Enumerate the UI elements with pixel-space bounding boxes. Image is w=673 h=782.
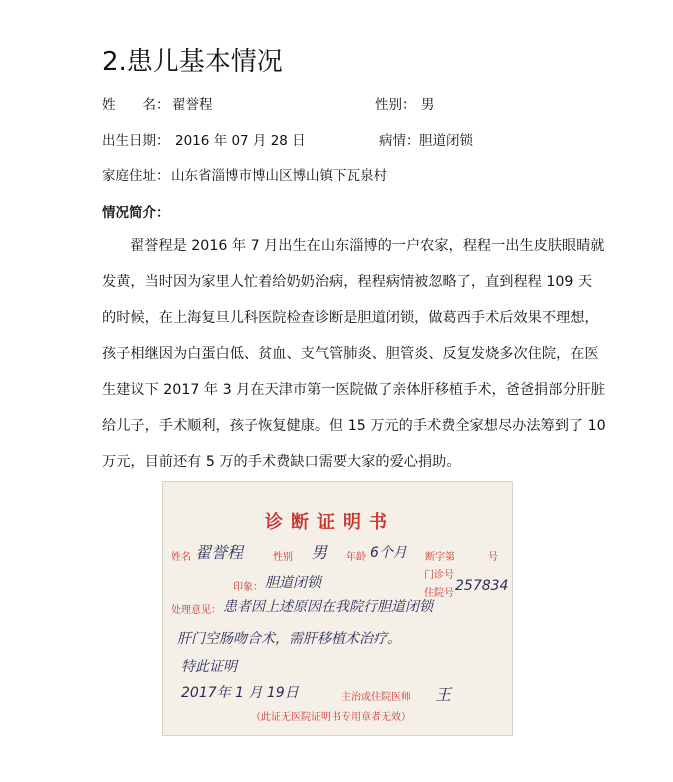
name-label: 姓 名： xyxy=(102,97,170,113)
paragraph-line: 翟誉程是 2016 年 7 月出生在山东淄博的一户农家，程程一出生皮肤眼睛就 xyxy=(130,238,605,254)
cert-name-label: 姓名 xyxy=(171,552,191,563)
summary-heading: 情况简介： xyxy=(102,205,170,221)
cert-opinion-handwriting-3: 特此证明 xyxy=(181,659,237,675)
cert-opinion-handwriting-1: 患者因上述原因在我院行胆道闭锁 xyxy=(223,599,433,615)
disease-value: 胆道闭锁 xyxy=(419,133,473,149)
cert-age-handwriting: 6个月 xyxy=(370,545,407,561)
address-label: 家庭住址： xyxy=(102,168,170,184)
cert-doctor-label: 主治或住院医师 xyxy=(341,692,411,703)
cert-opinion-handwriting-2: 肝门空肠吻合术，需肝移植术治疗。 xyxy=(177,631,401,647)
gender-value: 男 xyxy=(421,97,435,113)
cert-footer-note: （此证无医院证明书专用章者无效） xyxy=(251,712,411,723)
cert-inpatient-handwriting: 257834 xyxy=(455,578,509,594)
certificate-title: 诊断证明书 xyxy=(265,512,395,533)
address-value: 山东省淄博市博山区博山镇下瓦泉村 xyxy=(171,168,387,184)
cert-gender-handwriting: 男 xyxy=(311,543,328,562)
cert-hao-label: 号 xyxy=(488,552,498,563)
gender-label: 性别： xyxy=(375,97,416,113)
cert-gender-label: 性别 xyxy=(273,552,293,563)
section-title: 2.患儿基本情况 xyxy=(102,47,283,77)
diagnosis-certificate-photo xyxy=(162,481,513,736)
cert-doctor-signature: 王 xyxy=(435,685,452,704)
cert-name-handwriting: 翟誉程 xyxy=(195,543,244,562)
paragraph-line: 的时候，在上海复旦儿科医院检查诊断是胆道闭锁，做葛西手术后效果不理想， xyxy=(102,310,599,326)
cert-age-label: 年龄 xyxy=(346,552,366,563)
paragraph-line: 发黄，当时因为家里人忙着给奶奶治病，程程病情被忽略了，直到程程 109 天 xyxy=(102,274,593,290)
cert-inpatient-label: 住院号 xyxy=(424,588,454,599)
cert-opinion-label: 处理意见： xyxy=(171,605,221,616)
paragraph-line: 生建议下 2017 年 3 月在天津市第一医院做了亲体肝移植手术，爸爸捐部分肝脏 xyxy=(102,382,605,398)
paragraph-line: 给儿子，手术顺利，孩子恢复健康。但 15 万元的手术费全家想尽办法筹到了 10 xyxy=(102,418,606,434)
disease-label: 病情： xyxy=(379,133,420,149)
birth-label: 出生日期： xyxy=(102,133,170,149)
birth-value: 2016 年 07 月 28 日 xyxy=(175,133,306,149)
cert-outpatient-label: 门诊号 xyxy=(424,570,454,581)
name-value: 翟誉程 xyxy=(172,97,213,113)
paragraph-line: 孩子相继因为白蛋白低、贫血、支气管肺炎、胆管炎、反复发烧多次住院，在医 xyxy=(102,346,599,362)
cert-word-no-label: 断字第 xyxy=(425,552,455,563)
cert-impression-handwriting: 胆道闭锁 xyxy=(265,575,321,591)
cert-impression-label: 印象： xyxy=(233,582,263,593)
paragraph-line: 万元，目前还有 5 万的手术费缺口需要大家的爱心捐助。 xyxy=(102,454,461,470)
summary-paragraph xyxy=(102,228,606,480)
cert-date-handwriting: 2017年 1 月 19日 xyxy=(181,685,299,701)
